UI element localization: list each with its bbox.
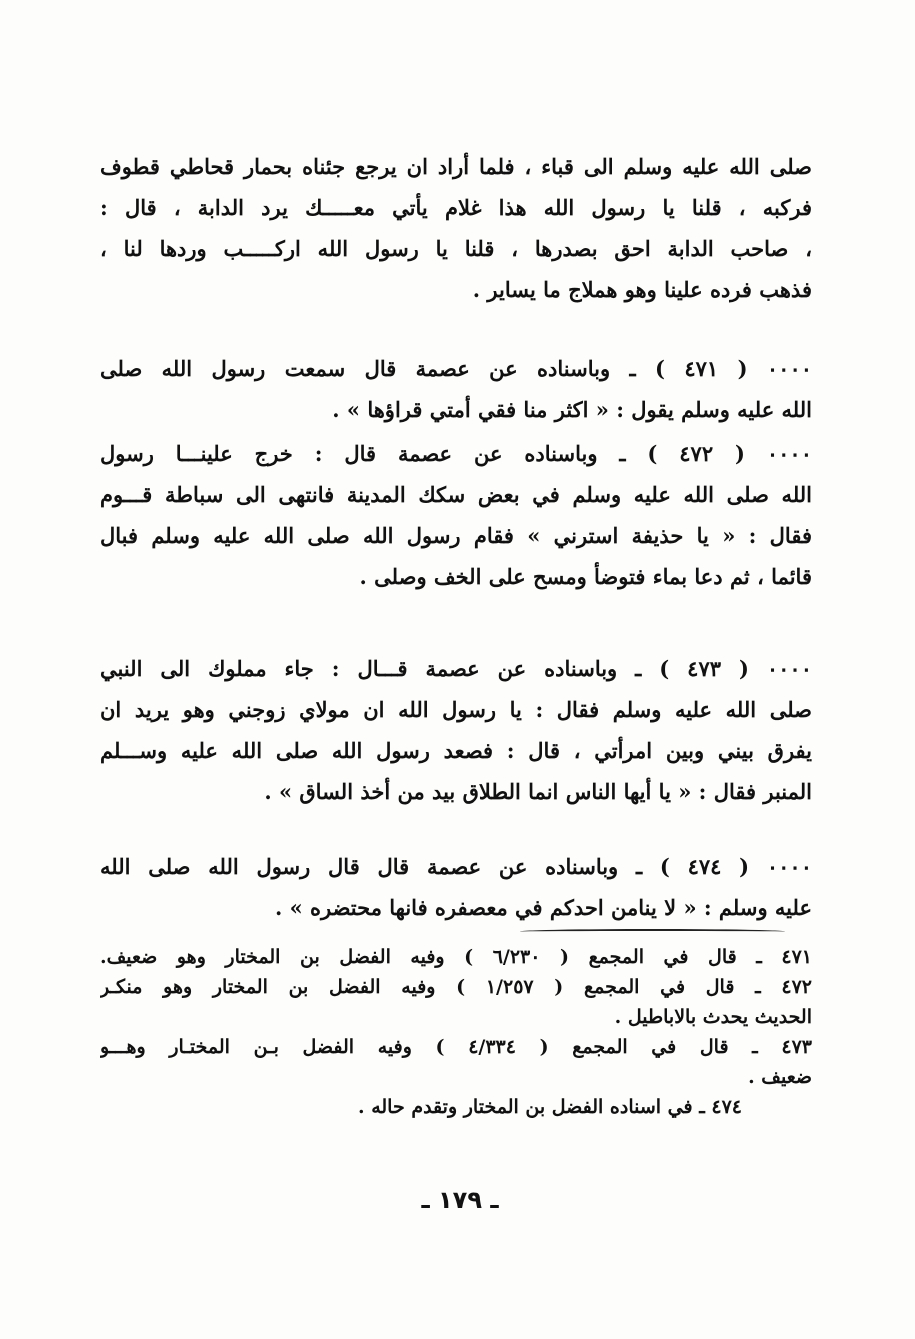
footnote-line: ضعيف . xyxy=(748,1066,812,1088)
text-line: الله صلى الله عليه وسلم في بعض سكك المدينة فانتهى الى سباطة قـــوم xyxy=(100,482,812,507)
text-line: قائما ، ثم دعا بماء فتوضأ ومسح على الخف وصلى . xyxy=(359,564,812,589)
hadith-472 xyxy=(100,433,812,597)
text-line: ٠٠٠٠ ( ٤٧١ ) ـ وباسناده عن عصمة قال سمعت رسول الله صلى xyxy=(100,356,812,381)
footnotes xyxy=(100,942,812,1122)
text-line: الله عليه وسلم يقول : « اكثر منا فقي أمتي قراؤها » . xyxy=(332,397,812,422)
text-line: المنبر فقال : « يا أيها الناس انما الطلاق بيد من أخذ الساق » . xyxy=(264,779,812,804)
footnote-divider xyxy=(520,929,785,934)
footnote-line: الحديث يحدث بالاباطيل . xyxy=(614,1006,812,1028)
text-line: ٠٠٠٠ ( ٤٧٤ ) ـ وباسناده عن عصمة قال قال رسول الله صلى الله xyxy=(100,854,812,879)
paragraph-continuation xyxy=(100,146,812,310)
text-line: ٠٠٠٠ ( ٤٧٣ ) ـ وباسناده عن عصمة قـــال : جاء مملوك الى النبي xyxy=(100,656,812,681)
text-line: ، صاحب الدابة احق بصدرها ، قلنا يا رسول الله اركـــــب وردها لنا ، xyxy=(100,236,812,261)
footnote-line: ٤٧٣ ـ قال في المجمع ( ٤/٣٣٤ ) وفيه الفضل بـن المختـار وهـــو xyxy=(100,1036,812,1058)
footnote-line: ٤٧١ ـ قال في المجمع ( ٦/٢٣٠ ) وفيه الفضل بن المختار وهو ضعيف. xyxy=(100,946,812,968)
footnote-line: ٤٧٤ ـ في اسناده الفضل بن المختار وتقدم حاله . xyxy=(357,1096,742,1118)
hadith-473 xyxy=(100,648,812,812)
text-line: ٠٠٠٠ ( ٤٧٢ ) ـ وباسناده عن عصمة قال : خرج علينـــا رسول xyxy=(100,441,812,466)
text-line: فقال : « يا حذيفة استرني » فقام رسول الله صلى الله عليه وسلم فبال xyxy=(100,523,812,548)
text-line: صلى الله عليه وسلم الى قباء ، فلما أراد ان يرجع جئناه بحمار قحاطي قطوف xyxy=(100,154,812,179)
text-line: صلى الله عليه وسلم فقال : يا رسول الله ان مولاي زوجني وهو يريد ان xyxy=(100,697,812,722)
footnote-line: ٤٧٢ ـ قال في المجمع ( ١/٢٥٧ ) وفيه الفضل بن المختار وهو منكـر xyxy=(100,976,812,998)
text-line: يفرق بيني وبين امرأتي ، قال : فصعد رسول الله صلى الله عليه وســـلم xyxy=(100,738,812,763)
text-line: فركبه ، قلنا يا رسول الله هذا غلام يأتي معـــــك يرد الدابة ، قال : xyxy=(100,195,812,220)
hadith-471 xyxy=(100,348,812,430)
text-line: فذهب فرده علينا وهو هملاج ما يساير . xyxy=(472,277,812,302)
hadith-474 xyxy=(100,846,812,928)
text-line: عليه وسلم : « لا ينامن احدكم في معصفره فانها محتضره » . xyxy=(274,895,812,920)
page-number: ـ ١٧٩ ـ xyxy=(421,1186,499,1214)
